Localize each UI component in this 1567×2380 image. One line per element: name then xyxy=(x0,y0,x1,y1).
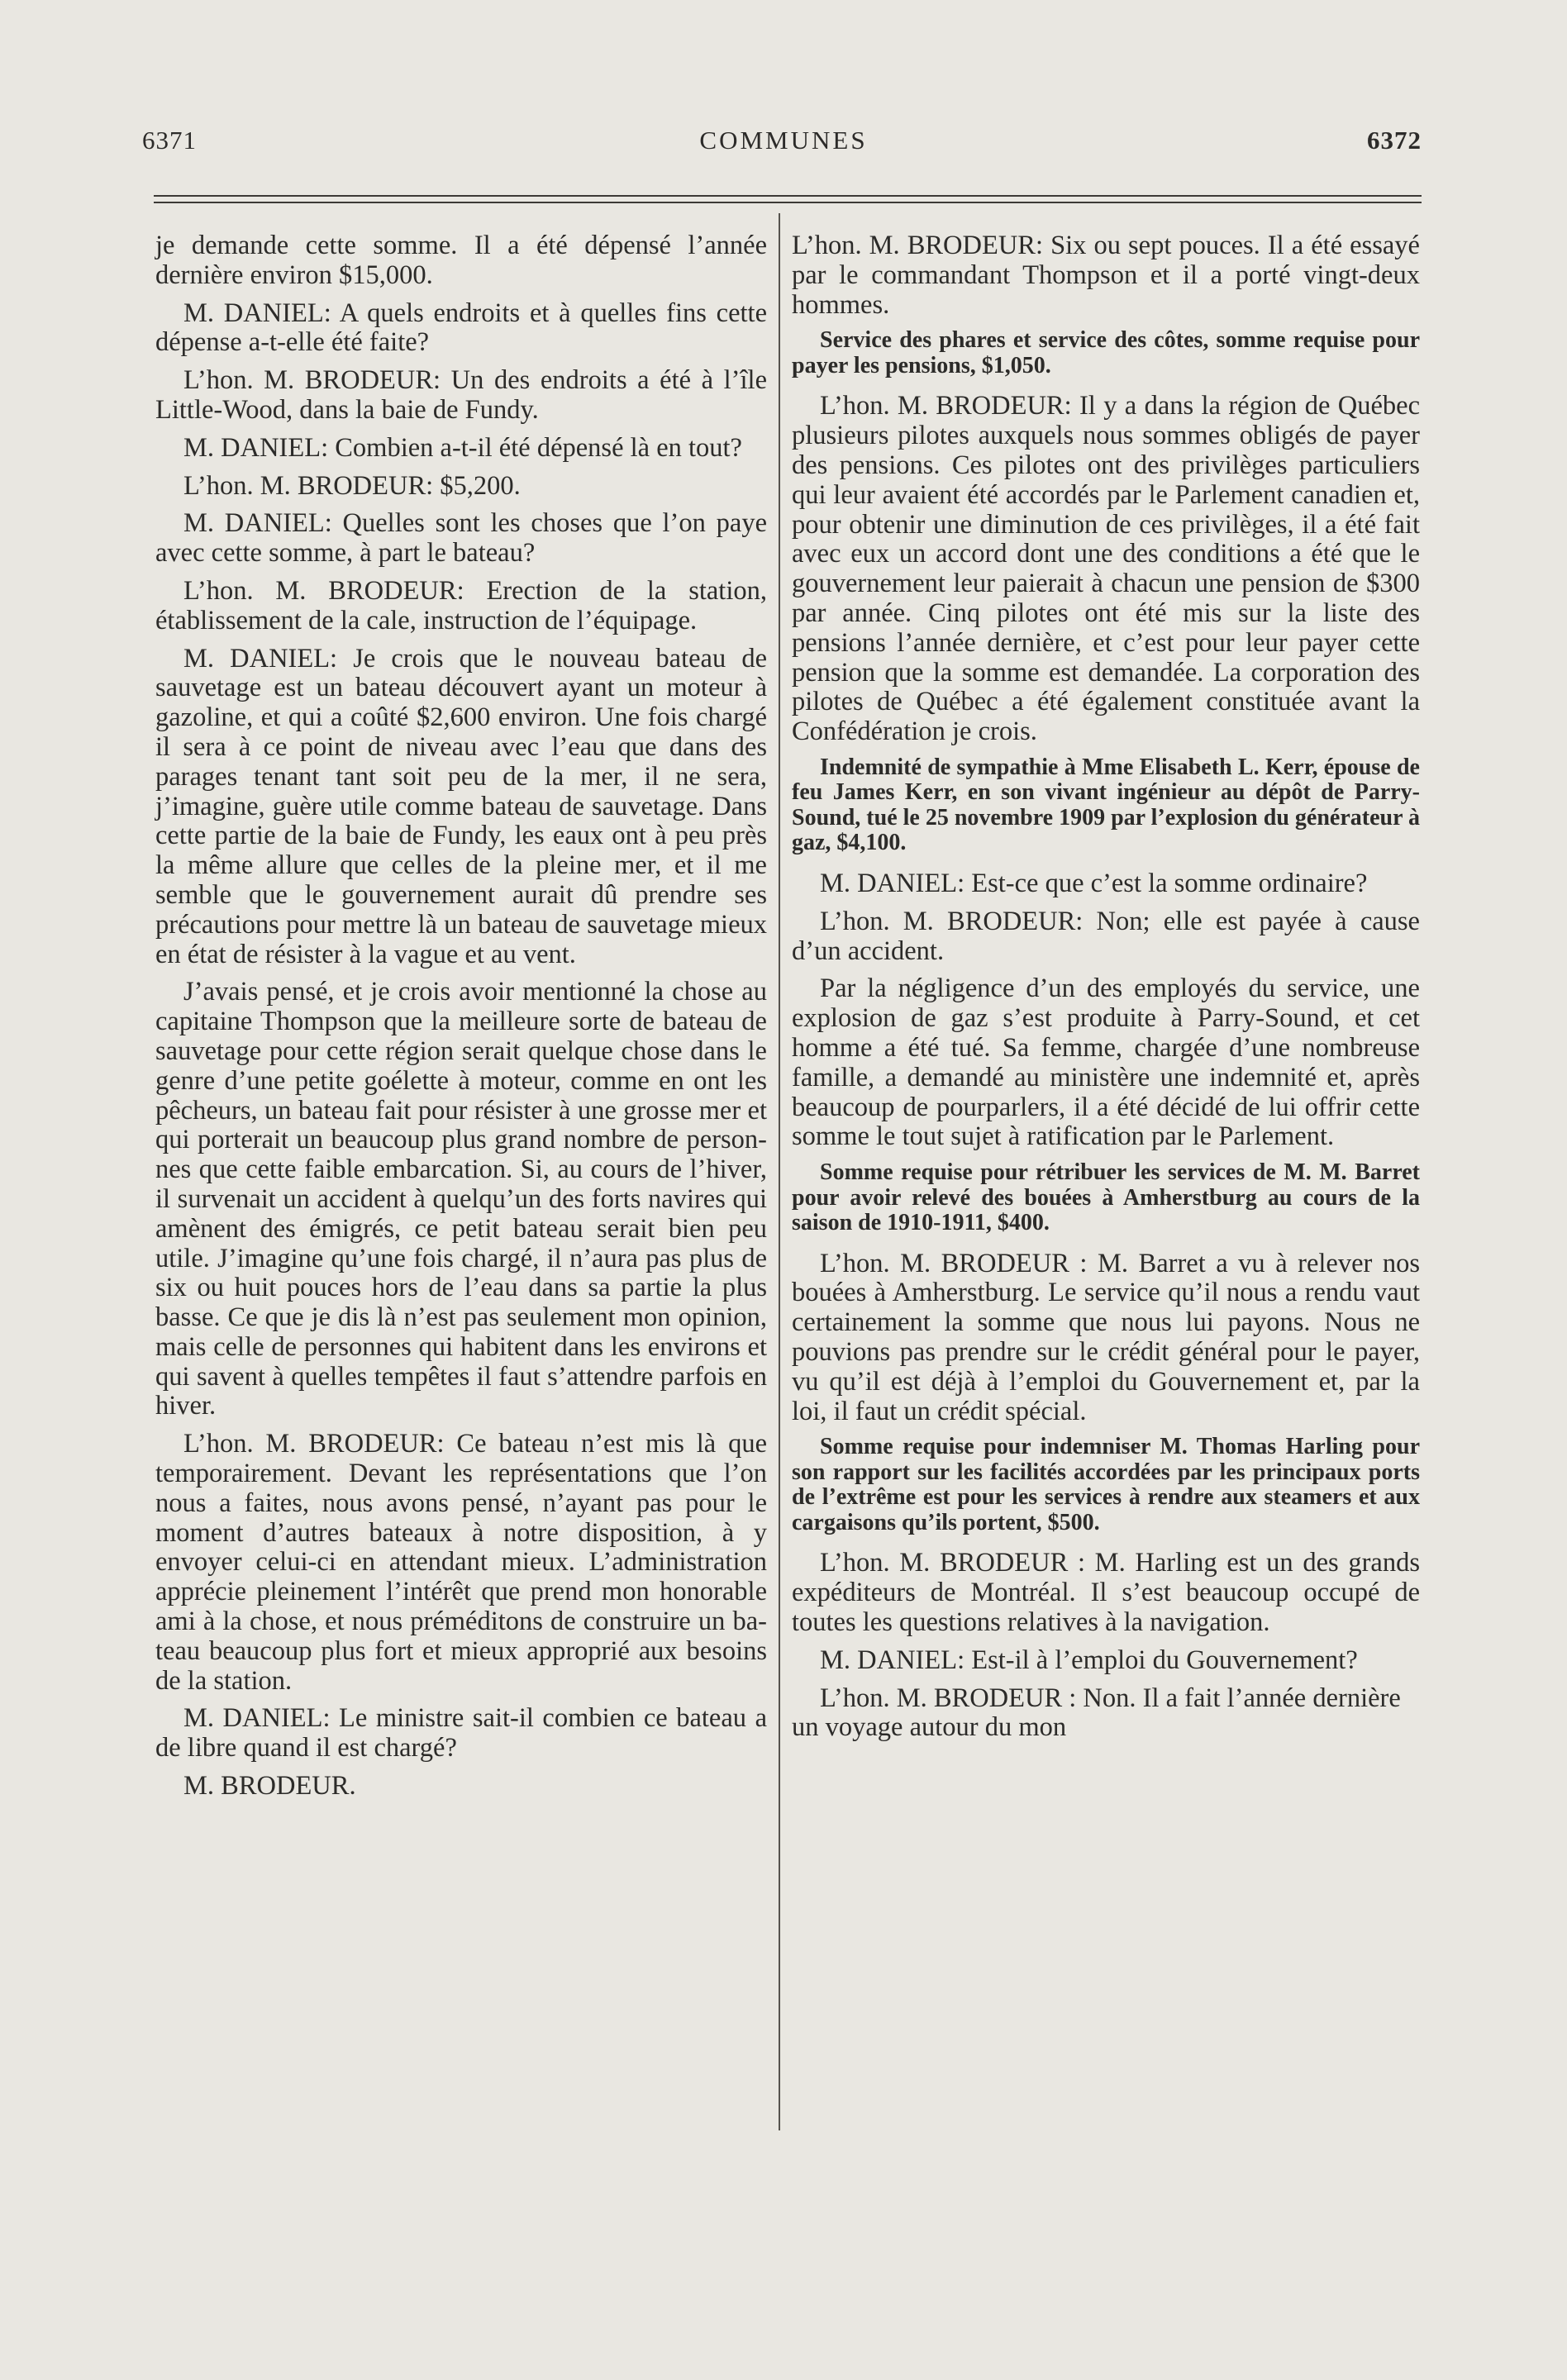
paragraph: M. DANIEL: Est-il à l’emploi du Gouvernement? xyxy=(820,1645,1358,1675)
paragraph: L’hon. M. BRODEUR: Un des endroits a été à l’île Little-Wood, dans la baie de Fundy. xyxy=(155,365,767,425)
left-column xyxy=(155,231,767,1810)
paragraph: L’hon. M. BRODEUR: $5,200. xyxy=(183,470,521,501)
paragraph: L’hon. M. BRODEUR: Erection de la station, établissement de la cale, instruction de l’équipage. xyxy=(155,575,767,635)
running-title: COMMUNES xyxy=(699,126,868,155)
paragraph: je demande cette somme. Il a été dépensé l’année dernière environ $15,000. xyxy=(155,231,767,290)
paragraph: L’hon. M. BRODEUR: Non; elle est payée à cause d’un accident. xyxy=(792,906,1420,966)
paragraph: M. DANIEL: Est-ce que c’est la somme ordinaire? xyxy=(820,868,1368,898)
appropriation-item: Indemnité de sympathie à Mme Elisabeth L. Kerr, épouse de feu James Kerr, en son vivant ingénieur au dépôt de Parry-Sound, tué le 25 novembre 1909 par l’explosion du générateur à gaz, $4,100. xyxy=(792,754,1420,856)
paragraph: J’avais pensé, et je crois avoir mentionné la chose au capitaine Thompson que la meilleure sorte de bateau de sauvetage pour cette région serait quelque chose dans le genre d’une petite goélette à moteur, comme en ont les pêcheurs, un bateau fait pour résister à une grosse mer et qui porterait un beaucoup plus grand nombre de personnes que cette faible embarcation. Si, au cours de l’hiver, il survenait un accident à quelqu’un des forts navires qui amènent des émigrés, ce petit bateau serait bien peu utile. J’imagine qu’une fois chargé, il n’aura pas plus de six ou huit pouces hors de l’eau dans sa partie la plus basse. Ce que je dis là n’est pas seulement mon opinion, mais celle de personnes qui habitent dans les environs et qui savent à quelles tempêtes il faut s’attendre parfois en hiver. xyxy=(155,977,767,1421)
paragraph: L’hon. M. BRODEUR: Six ou sept pouces. Il a été essayé par le commandant Thompson et il a porté vingt-deux hommes. xyxy=(792,231,1420,320)
right-column xyxy=(792,231,1420,1751)
appropriation-item: Somme requise pour rétribuer les services de M. M. Barret pour avoir relevé des bouées à Amherstburg au cours de la saison de 1910-1911, $400. xyxy=(792,1159,1420,1236)
paragraph: M. DANIEL: Combien a-t-il été dépensé là en tout? xyxy=(183,432,742,463)
paragraph: L’hon. M. BRODEUR : M. Barret a vu à relever nos bouées à Amherstburg. Le service qu’il nous a rendu vaut certainement la somme que nous lui payons. Nous ne pouvions pas prendre sur le crédit général pour le payer, vu qu’il est déjà à l’emploi du Gouvernement et, par la loi, il faut un crédit spécial. xyxy=(792,1248,1420,1426)
header-rule-top xyxy=(154,195,1422,197)
paragraph: L’hon. M. BRODEUR : Non. Il a fait l’année dernière un voyage autour du mon xyxy=(792,1683,1401,1743)
left-page-number: 6371 xyxy=(142,126,197,155)
appropriation-item: Somme requise pour indemniser M. Thomas Harling pour son rapport sur les facilités accordées par les principaux ports de l’extrême est pour les services à rendre aux steamers et aux cargaisons qu’ils portent, $500. xyxy=(792,1434,1420,1535)
paragraph: M. DANIEL: A quels endroits et à quelles fins cette dépense a-t-elle été faite? xyxy=(155,298,767,358)
paragraph: M. DANIEL: Quelles sont les choses que l’on paye avec cette somme, à part le bateau? xyxy=(155,508,767,569)
speaker-line: M. BRODEUR. xyxy=(183,1771,356,1802)
header-rule-bottom xyxy=(154,202,1422,203)
paragraph: Par la négligence d’un des employés du service, une explosion de gaz s’est produite à Parry-Sound, et cet homme a été tué. Sa femme, chargée d’une nombreuse famille, a demandé au ministère une indemnité et, après beaucoup de pourparlers, il a été décidé de lui offrir cette somme le tout sujet à ratification par le Parlement. xyxy=(792,973,1420,1152)
paragraph: L’hon. M. BRODEUR : M. Harling est un des grands expéditeurs de Montréal. Il s’est beaucoup occupé de toutes les questions relatives à la navigation. xyxy=(792,1548,1420,1637)
column-divider xyxy=(779,213,780,2130)
paragraph: L’hon. M. BRODEUR: Il y a dans la région de Québec plusieurs pilotes auxquels nous sommes obligés de payer des pensions. Ces pilotes ont des privilèges particuliers qui leur avaient été accordés par le Parlement canadien et, pour obtenir une diminution de ces privilèges, il a été fait avec eux un accord dont une des conditions a été que le gouvernement leur paierait à chacun une pension de $300 par année. Cinq pilotes ont été mis sur la liste des pensions l’année dernière, et c’est pour leur payer cette pension que la somme est demandée. La corporation des pilotes de Québec a été également constituée avant la Confédération je crois. xyxy=(792,391,1420,747)
appropriation-item: Service des phares et service des côtes, somme requise pour payer les pensions, $1,050. xyxy=(792,327,1420,378)
right-page-number: 6372 xyxy=(1367,126,1422,155)
paragraph: M. DANIEL: Le ministre sait-il combien ce bateau a de libre quand il est chargé? xyxy=(155,1703,767,1764)
paragraph: M. DANIEL: Je crois que le nouveau bateau de sauvetage est un bateau découvert ayant un moteur à gazoline, et qui a coûté $2,600 environ. Une fois chargé il sera à ce point de niveau avec l’eau que dans des parages tenant tant soit peu de la mer, il ne sera, j’imagine, guère utile comme bateau de sauvetage. Dans cette partie de la baie de Fundy, les eaux ont à peu près la même allure que celles de la pleine mer, et il me semble que le gouvernement aurait dû prendre ses précautions pour mettre là un bateau de sauvetage mieux en état de résister à la vague et au vent. xyxy=(155,643,767,969)
paragraph: L’hon. M. BRODEUR: Ce bateau n’est mis là que temporairement. Devant les représentations que l’on nous a faites, nous avons pensé, n’ayant pas pour le moment d’autres bateaux à notre disposition, à y envoyer celui-ci en attendant mieux. L’administration apprécie pleinement l’intérêt que prend mon honorable ami à la chose, et nous préméditons de construire un bateau beaucoup plus fort et mieux approprié aux besoins de la station. xyxy=(155,1429,767,1696)
